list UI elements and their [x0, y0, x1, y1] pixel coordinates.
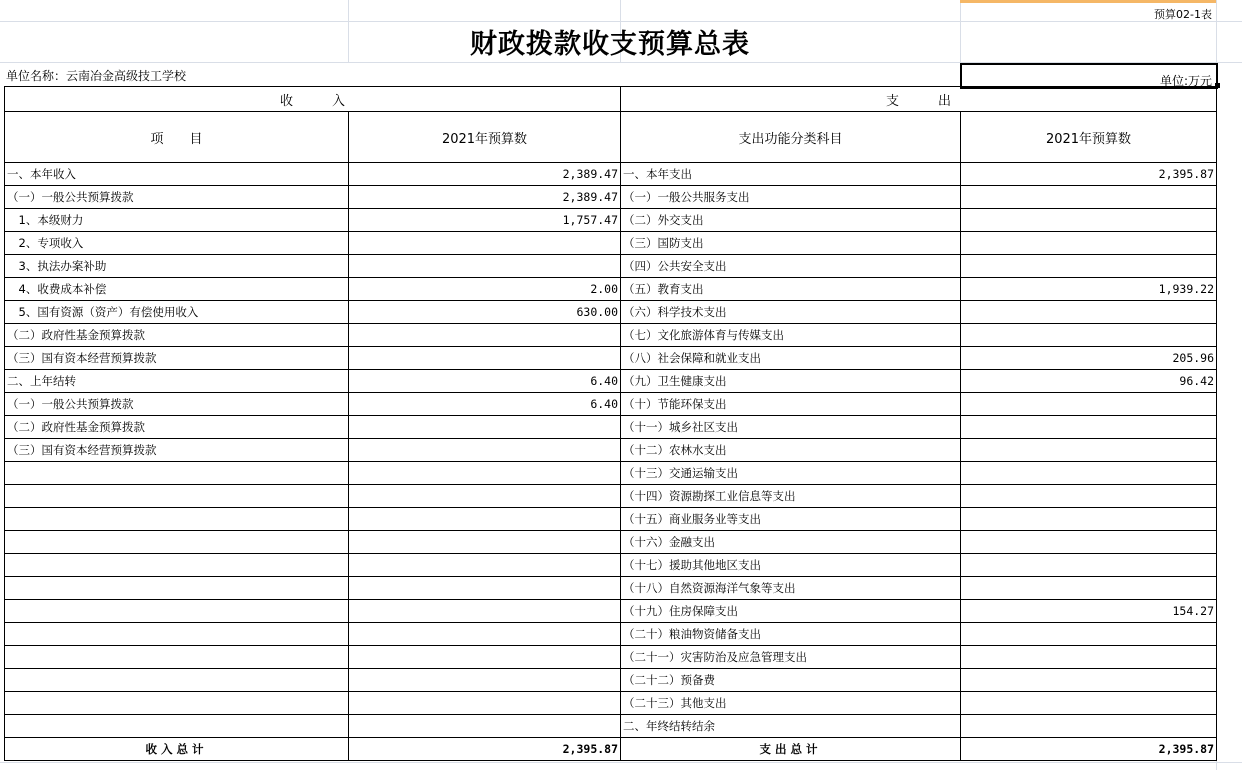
expense-item-cell[interactable]: （四）公共安全支出 [621, 255, 961, 278]
expense-item-cell[interactable]: （七）文化旅游体育与传媒支出 [621, 324, 961, 347]
income-value-cell[interactable] [349, 646, 621, 669]
expense-item-cell[interactable]: （十一）城乡社区支出 [621, 416, 961, 439]
table-row [5, 669, 1217, 692]
income-total-value: 2,395.87 [349, 738, 621, 761]
expense-value-cell[interactable] [961, 715, 1217, 738]
income-value-cell[interactable]: 1,757.47 [349, 209, 621, 232]
expense-item-cell[interactable]: （五）教育支出 [621, 278, 961, 301]
expense-item-cell[interactable]: （九）卫生健康支出 [621, 370, 961, 393]
income-value-cell[interactable] [349, 715, 621, 738]
income-value-cell[interactable] [349, 416, 621, 439]
expense-item-cell[interactable]: （六）科学技术支出 [621, 301, 961, 324]
income-item-cell[interactable] [5, 715, 349, 738]
income-item-cell[interactable]: 3、执法办案补助 [5, 255, 349, 278]
expense-item-cell[interactable]: 二、年终结转结余 [621, 715, 961, 738]
expense-item-cell[interactable]: （二十三）其他支出 [621, 692, 961, 715]
expense-value-cell[interactable] [961, 186, 1217, 209]
table-row [5, 623, 1217, 646]
table-row [5, 393, 1217, 416]
income-value-cell[interactable] [349, 669, 621, 692]
income-value-cell[interactable] [349, 623, 621, 646]
income-value-cell[interactable] [349, 347, 621, 370]
income-item-cell[interactable] [5, 646, 349, 669]
table-row [5, 531, 1217, 554]
table-row [5, 600, 1217, 623]
income-item-cell[interactable] [5, 669, 349, 692]
table-row [5, 715, 1217, 738]
expense-item-cell[interactable]: （十九）住房保障支出 [621, 600, 961, 623]
selected-column-indicator [960, 0, 1216, 3]
income-value-cell[interactable] [349, 255, 621, 278]
expense-item-cell[interactable]: （二）外交支出 [621, 209, 961, 232]
income-item-cell[interactable]: 5、国有资源（资产）有偿使用收入 [5, 301, 349, 324]
income-total-label: 收入总计 [5, 738, 349, 761]
income-item-cell[interactable] [5, 485, 349, 508]
header-row-columns [5, 112, 1217, 163]
income-value-cell[interactable]: 2,389.47 [349, 163, 621, 186]
expense-value-cell[interactable] [961, 232, 1217, 255]
expense-item-cell[interactable]: （十五）商业服务业等支出 [621, 508, 961, 531]
income-item-cell[interactable] [5, 462, 349, 485]
expense-value-cell[interactable] [961, 462, 1217, 485]
expense-value-cell[interactable] [961, 577, 1217, 600]
expense-value-cell[interactable] [961, 439, 1217, 462]
table-row [5, 462, 1217, 485]
income-value-cell[interactable]: 6.40 [349, 370, 621, 393]
expense-item-cell[interactable]: （二十）粮油物资储备支出 [621, 623, 961, 646]
income-value-cell[interactable] [349, 439, 621, 462]
expense-total-label: 支出总计 [621, 738, 961, 761]
expense-item-cell[interactable]: （十八）自然资源海洋气象等支出 [621, 577, 961, 600]
expense-item-cell[interactable]: （八）社会保障和就业支出 [621, 347, 961, 370]
table-row [5, 554, 1217, 577]
table-row [5, 577, 1217, 600]
expense-budget-header: 2021年预算数 [961, 112, 1217, 163]
table-row [5, 347, 1217, 370]
expense-value-cell[interactable]: 205.96 [961, 347, 1217, 370]
income-item-cell[interactable] [5, 600, 349, 623]
expense-value-cell[interactable]: 1,939.22 [961, 278, 1217, 301]
table-row [5, 278, 1217, 301]
income-item-cell[interactable]: 4、收费成本补偿 [5, 278, 349, 301]
income-header: 收 入 [5, 87, 621, 112]
income-item-cell[interactable]: （一）一般公共预算拨款 [5, 186, 349, 209]
expense-value-cell[interactable] [961, 531, 1217, 554]
total-row [5, 738, 1217, 761]
table-row [5, 439, 1217, 462]
expense-item-cell[interactable]: （十三）交通运输支出 [621, 462, 961, 485]
expense-value-cell[interactable] [961, 485, 1217, 508]
page-title: 财政拨款收支预算总表 [470, 29, 750, 60]
income-item-cell[interactable]: （二）政府性基金预算拨款 [5, 324, 349, 347]
expense-value-cell[interactable] [961, 301, 1217, 324]
income-value-cell[interactable] [349, 232, 621, 255]
expense-item-cell[interactable]: （十七）援助其他地区支出 [621, 554, 961, 577]
expense-value-cell[interactable] [961, 646, 1217, 669]
income-item-cell[interactable]: （三）国有资本经营预算拨款 [5, 439, 349, 462]
expense-value-cell[interactable] [961, 416, 1217, 439]
income-value-cell[interactable] [349, 324, 621, 347]
expense-value-cell[interactable]: 154.27 [961, 600, 1217, 623]
expense-item-cell[interactable]: 一、本年支出 [621, 163, 961, 186]
table-row [5, 646, 1217, 669]
table-row [5, 186, 1217, 209]
table-row [5, 209, 1217, 232]
expense-value-cell[interactable] [961, 209, 1217, 232]
expense-item-cell[interactable]: （一）一般公共服务支出 [621, 186, 961, 209]
income-item-cell[interactable]: （二）政府性基金预算拨款 [5, 416, 349, 439]
table-row [5, 370, 1217, 393]
expense-item-cell[interactable]: （三）国防支出 [621, 232, 961, 255]
income-value-cell[interactable]: 6.40 [349, 393, 621, 416]
income-value-cell[interactable]: 2.00 [349, 278, 621, 301]
income-item-cell[interactable] [5, 508, 349, 531]
income-value-cell[interactable] [349, 485, 621, 508]
expense-value-cell[interactable] [961, 554, 1217, 577]
income-item-cell[interactable]: 2、专项收入 [5, 232, 349, 255]
income-item-cell[interactable] [5, 692, 349, 715]
income-value-cell[interactable]: 2,389.47 [349, 186, 621, 209]
budget-table [4, 86, 1217, 761]
header-row-sections [5, 87, 1217, 112]
unit-label: 单位:万元 [1159, 74, 1212, 88]
expense-item-cell[interactable]: （十四）资源勘探工业信息等支出 [621, 485, 961, 508]
income-item-cell[interactable]: （一）一般公共预算拨款 [5, 393, 349, 416]
expense-item-cell[interactable]: （二十一）灾害防治及应急管理支出 [621, 646, 961, 669]
income-item-cell[interactable]: （三）国有资本经营预算拨款 [5, 347, 349, 370]
item-header: 项 目 [5, 112, 349, 163]
expense-value-cell[interactable] [961, 508, 1217, 531]
expense-value-cell[interactable] [961, 623, 1217, 646]
expense-value-cell[interactable] [961, 393, 1217, 416]
table-row [5, 416, 1217, 439]
expense-header: 支 出 [621, 87, 1217, 112]
income-item-cell[interactable] [5, 623, 349, 646]
table-row [5, 232, 1217, 255]
income-value-cell[interactable] [349, 554, 621, 577]
expense-value-cell[interactable] [961, 692, 1217, 715]
income-value-cell[interactable] [349, 462, 621, 485]
expense-total-value: 2,395.87 [961, 738, 1217, 761]
table-row [5, 485, 1217, 508]
table-row [5, 301, 1217, 324]
income-value-cell[interactable] [349, 600, 621, 623]
income-value-cell[interactable] [349, 508, 621, 531]
income-item-cell[interactable]: 1、本级财力 [5, 209, 349, 232]
expense-category-header: 支出功能分类科目 [621, 112, 961, 163]
expense-value-cell[interactable]: 96.42 [961, 370, 1217, 393]
table-row [5, 163, 1217, 186]
unit-name: 单位名称：云南冶金高级技工学校 [6, 69, 187, 83]
expense-item-cell[interactable]: （十六）金融支出 [621, 531, 961, 554]
income-value-cell[interactable] [349, 692, 621, 715]
table-row [5, 324, 1217, 347]
income-item-cell[interactable] [5, 531, 349, 554]
table-row [5, 508, 1217, 531]
expense-value-cell[interactable] [961, 669, 1217, 692]
expense-item-cell[interactable]: （二十二）预备费 [621, 669, 961, 692]
income-item-cell[interactable]: 一、本年收入 [5, 163, 349, 186]
expense-item-cell[interactable]: （十）节能环保支出 [621, 393, 961, 416]
income-item-cell[interactable] [5, 577, 349, 600]
expense-item-cell[interactable]: （十二）农林水支出 [621, 439, 961, 462]
income-budget-header: 2021年预算数 [349, 112, 621, 163]
income-item-cell[interactable]: 二、上年结转 [5, 370, 349, 393]
table-row [5, 692, 1217, 715]
income-value-cell[interactable]: 630.00 [349, 301, 621, 324]
income-value-cell[interactable] [349, 577, 621, 600]
expense-value-cell[interactable]: 2,395.87 [961, 163, 1217, 186]
expense-value-cell[interactable] [961, 255, 1217, 278]
expense-value-cell[interactable] [961, 324, 1217, 347]
table-row [5, 255, 1217, 278]
form-number: 预算02-1表 [1154, 8, 1212, 21]
income-value-cell[interactable] [349, 531, 621, 554]
income-item-cell[interactable] [5, 554, 349, 577]
